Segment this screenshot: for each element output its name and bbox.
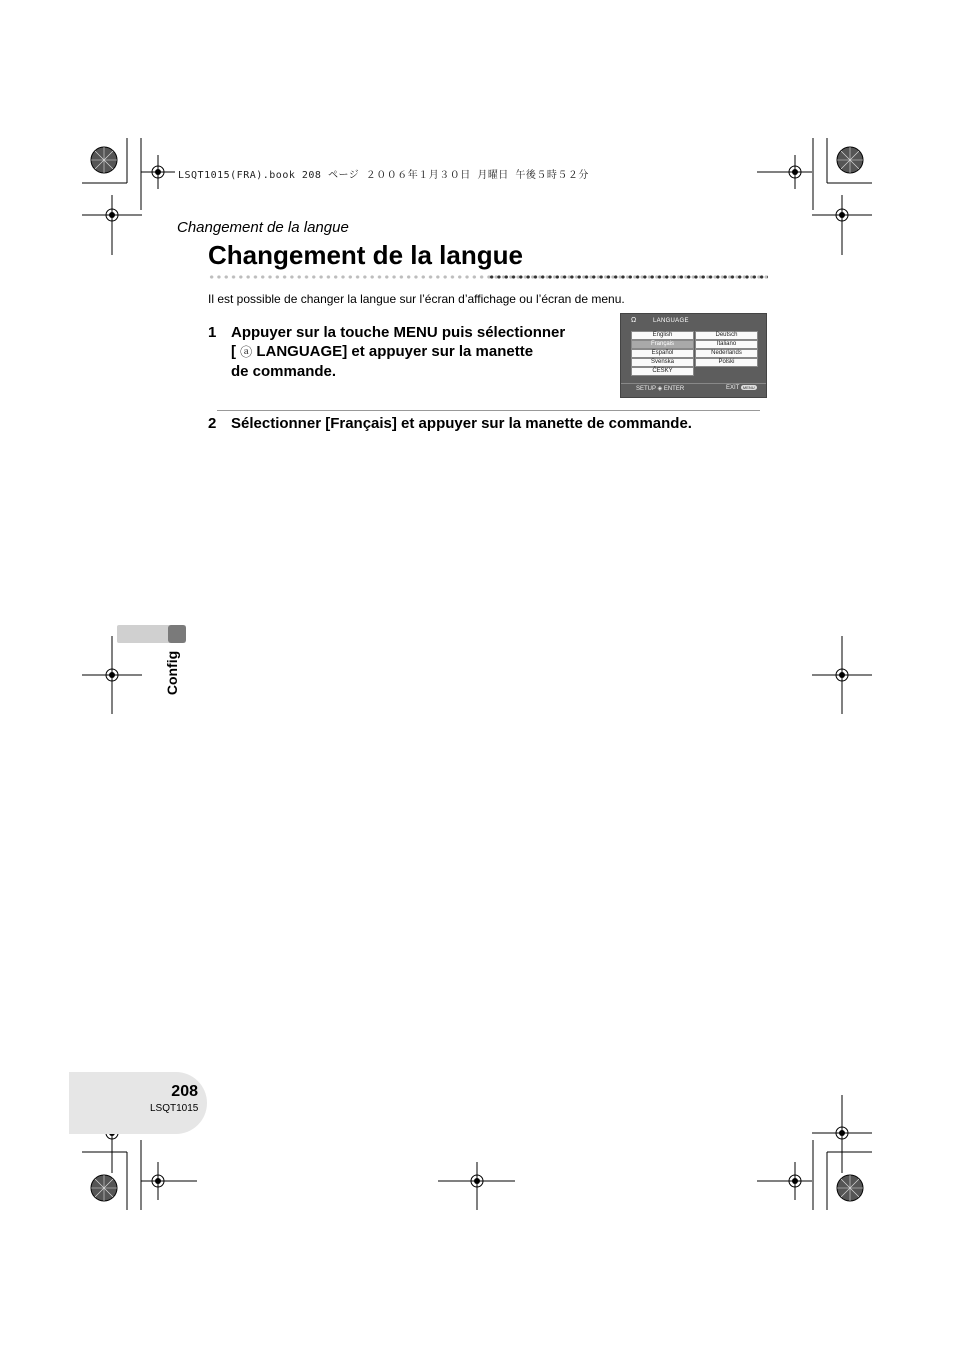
lcd-language-option[interactable]: Deutsch xyxy=(695,331,758,340)
section-tab-marker xyxy=(168,625,186,643)
step-2 xyxy=(208,414,768,436)
lcd-language-option[interactable]: Nederlands xyxy=(695,349,758,358)
step-1 xyxy=(208,323,608,383)
step-number: 1 xyxy=(208,324,217,341)
step-number: 2 xyxy=(208,415,217,432)
intro-text: Il est possible de changer la langue sur l’écran d’affichage ou l’écran de menu. xyxy=(208,292,625,306)
print-header: LSQT1015(FRA).book 208 ページ ２００６年１月３０日 月曜日 午後５時５２分 xyxy=(178,170,589,181)
lcd-language-option[interactable]: Svenska xyxy=(631,358,694,367)
lcd-language-option[interactable]: English xyxy=(631,331,694,340)
lcd-exit xyxy=(726,385,757,391)
step-text-line1: Appuyer sur la touche MENU puis sélectionner xyxy=(231,324,566,341)
title-dotted-rule-dark xyxy=(488,274,768,280)
running-header: Changement de la langue xyxy=(177,219,349,236)
document-code: LSQT1015 xyxy=(150,1103,199,1114)
language-menu-icon: ⓐ xyxy=(240,345,253,359)
lcd-language-option-selected[interactable]: Français xyxy=(631,340,694,349)
step-text xyxy=(231,323,565,381)
lcd-language-menu xyxy=(620,313,767,398)
lcd-footer-divider xyxy=(621,383,766,384)
menu-button-icon: MENU xyxy=(742,385,755,390)
section-label: Config xyxy=(164,650,181,696)
step-text: Sélectionner [Français] et appuyer sur la manette de commande. xyxy=(231,415,692,432)
lcd-language-option[interactable]: Español xyxy=(631,349,694,358)
language-icon: Ω xyxy=(631,317,637,324)
lcd-exit-label: EXIT xyxy=(726,385,740,392)
step-text-line2-start: [ xyxy=(231,343,241,360)
step-text-line2-rest: LANGUAGE] et appuyer sur la manette xyxy=(252,343,534,360)
lcd-title: LANGUAGE xyxy=(653,318,689,324)
lcd-language-option[interactable]: Italiano xyxy=(695,340,758,349)
lcd-setup-enter: SETUP ◈ ENTER xyxy=(636,386,685,392)
lcd-language-option[interactable]: ČESKY xyxy=(631,367,694,376)
step-divider xyxy=(217,410,760,411)
page-number: 208 xyxy=(171,1083,198,1100)
step-text-line3: de commande. xyxy=(231,363,337,380)
lcd-language-option[interactable]: Polski xyxy=(695,358,758,367)
page-title: Changement de la langue xyxy=(208,240,523,270)
